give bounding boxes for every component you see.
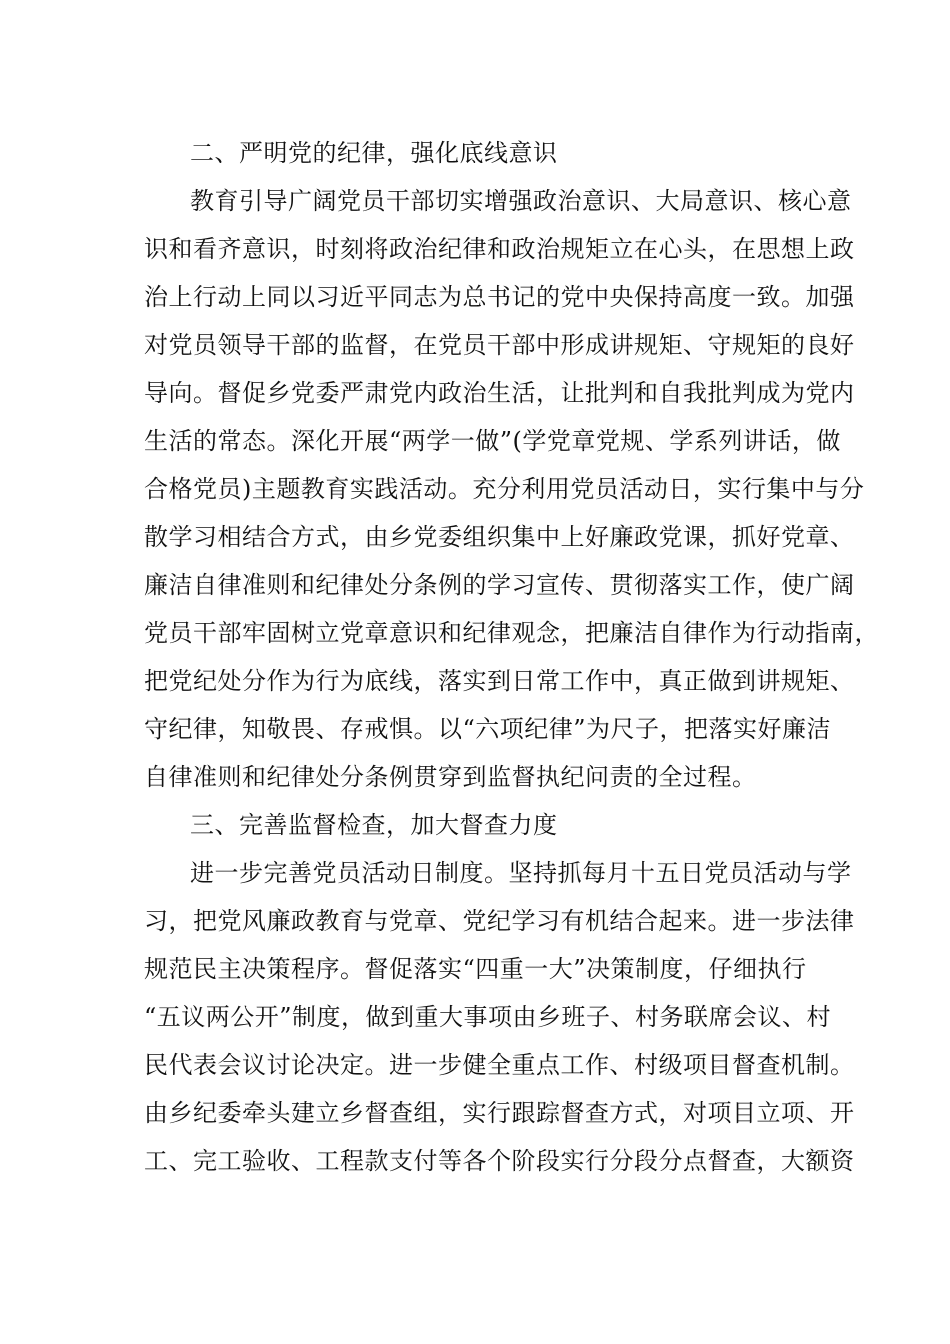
paragraph-line: 廉洁自律准则和纪律处分条例的学习宣传、贯彻落实工作，使广阔 [144,571,855,599]
paragraph-line: 进一步完善党员活动日制度。坚持抓每月十五日党员活动与学 [190,859,852,887]
paragraph-line: 导向。督促乡党委严肃党内政治生活，让批判和自我批判成为党内 [144,379,855,407]
paragraph-line: 治上行动上同以习近平同志为总书记的党中央保持高度一致。加强 [144,283,855,311]
paragraph-line: 守纪律，知敬畏、存戒惧。以“六项纪律”为尺子，把落实好廉洁 [144,715,832,743]
paragraph-line: 工、完工验收、工程款支付等各个阶段实行分段分点督查，大额资 [144,1147,855,1175]
paragraph-line: 把党纪处分作为行为底线，落实到日常工作中，真正做到讲规矩、 [144,667,855,695]
paragraph-line: 规范民主决策程序。督促落实“四重一大”决策制度，仔细执行 [144,955,807,983]
paragraph-line: 对党员领导干部的监督，在党员干部中形成讲规矩、守规矩的良好 [144,331,855,359]
paragraph-line: 合格党员)主题教育实践活动。充分利用党员活动日，实行集中与分 [144,475,865,503]
paragraph-line: 党员干部牢固树立党章意识和纪律观念，把廉洁自律作为行动指南， [144,619,879,647]
paragraph-line: 教育引导广阔党员干部切实增强政治意识、大局意识、核心意 [190,187,852,215]
paragraph-line: 自律准则和纪律处分条例贯穿到监督执纪问责的全过程。 [144,763,757,791]
section-heading-2: 二、严明党的纪律，强化底线意识 [190,139,558,167]
paragraph-line: 识和看齐意识，时刻将政治纪律和政治规矩立在心头，在思想上政 [144,235,855,263]
paragraph-line: “五议两公开”制度，做到重大事项由乡班子、村务联席会议、村 [144,1003,832,1031]
section-heading-3: 三、完善监督检查，加大督查力度 [190,811,558,839]
paragraph-line: 习，把党风廉政教育与党章、党纪学习有机结合起来。进一步法律 [144,907,855,935]
paragraph-line: 由乡纪委牵头建立乡督查组，实行跟踪督查方式，对项目立项、开 [144,1099,855,1127]
paragraph-line: 生活的常态。深化开展“两学一做”(学党章党规、学系列讲话，做 [144,427,841,455]
paragraph-line: 民代表会议讨论决定。进一步健全重点工作、村级项目督查机制。 [144,1051,855,1079]
paragraph-line: 散学习相结合方式，由乡党委组织集中上好廉政党课，抓好党章、 [144,523,855,551]
